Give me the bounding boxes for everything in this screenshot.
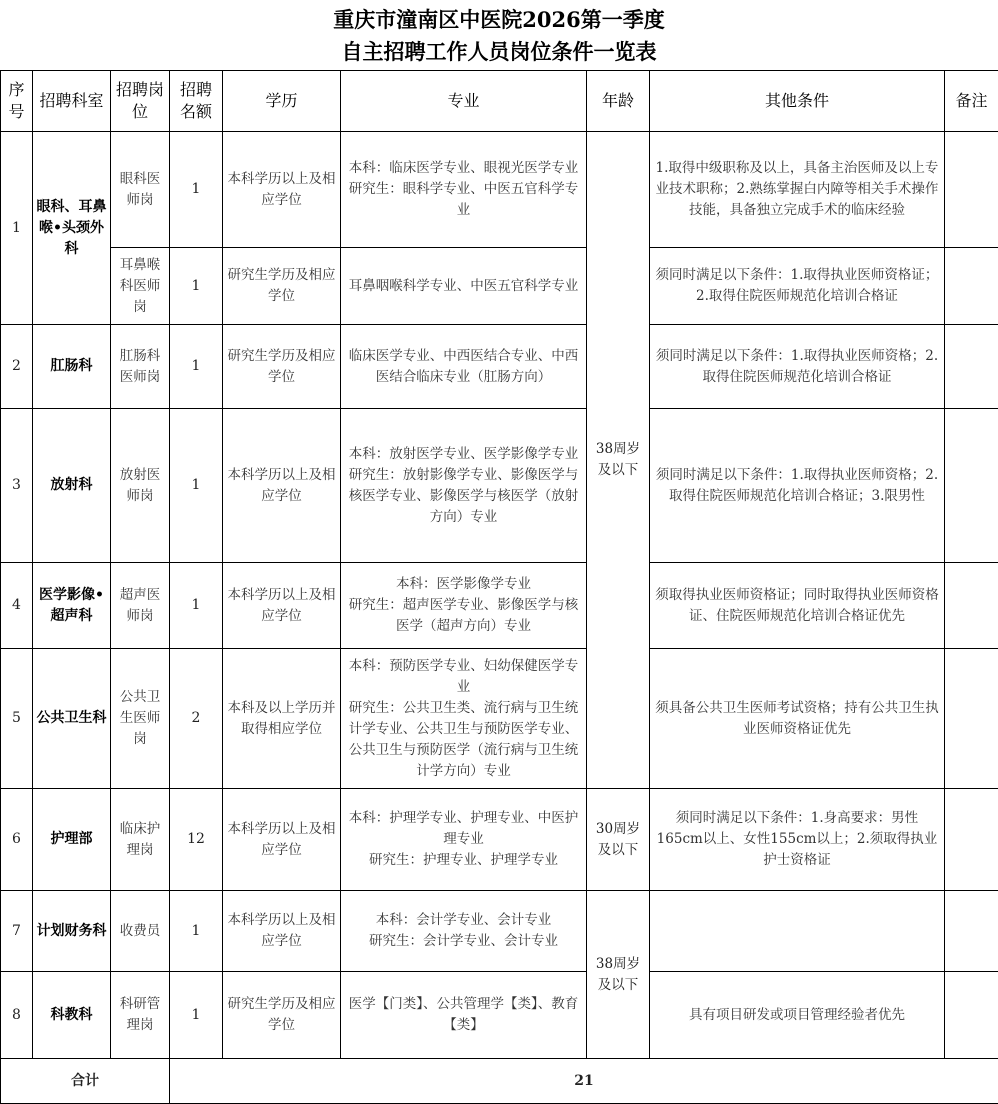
table-row (1, 325, 998, 409)
cell-quota: 1 (170, 972, 223, 1059)
table-row (1, 248, 998, 325)
cell-quota: 12 (170, 789, 223, 891)
table-row (1, 789, 998, 891)
cell-major: 本科：临床医学专业、眼视光医学专业 研究生：眼科学专业、中医五官科学专业 (341, 132, 587, 248)
cell-position: 眼科医师岗 (111, 132, 170, 248)
cell-position: 放射医师岗 (111, 409, 170, 563)
cell-seq: 2 (1, 325, 33, 409)
cell-other: 须同时满足以下条件：1.取得执业医师资格；2.取得住院医师规范化培训合格证；3.限男性 (650, 409, 945, 563)
cell-seq: 5 (1, 649, 33, 789)
header-dept: 招聘科室 (33, 71, 111, 132)
cell-education: 本科学历以上及相应学位 (223, 132, 341, 248)
cell-position: 科研管理岗 (111, 972, 170, 1059)
page-title (0, 0, 998, 70)
cell-seq: 8 (1, 972, 33, 1059)
positions-table (0, 70, 998, 1104)
cell-quota: 1 (170, 248, 223, 325)
cell-quota: 1 (170, 563, 223, 649)
header-row (1, 71, 998, 132)
cell-position: 耳鼻喉科医师岗 (111, 248, 170, 325)
cell-position: 公共卫生医师岗 (111, 649, 170, 789)
cell-other: 具有项目研发或项目管理经验者优先 (650, 972, 945, 1059)
cell-major: 本科：预防医学专业、妇幼保健医学专业 研究生：公共卫生类、流行病与卫生统计学专业、公共卫生与预防医学专业、公共卫生与预防医学（流行病与卫生统计学方向）专业 (341, 649, 587, 789)
cell-remark (945, 649, 998, 789)
cell-seq: 6 (1, 789, 33, 891)
header-education: 学历 (223, 71, 341, 132)
header-quota: 招聘名额 (170, 71, 223, 132)
cell-remark (945, 972, 998, 1059)
cell-quota: 1 (170, 325, 223, 409)
total-row (1, 1059, 998, 1104)
cell-education: 研究生学历及相应学位 (223, 972, 341, 1059)
header-major: 专业 (341, 71, 587, 132)
cell-other: 须具备公共卫生医师考试资格；持有公共卫生执业医师资格证优先 (650, 649, 945, 789)
cell-education: 研究生学历及相应学位 (223, 325, 341, 409)
table-row (1, 132, 998, 248)
cell-education: 本科学历以上及相应学位 (223, 789, 341, 891)
title-line-1: 重庆市潼南区中医院2026第一季度 (333, 7, 665, 32)
cell-age: 38周岁及以下 (587, 891, 650, 1059)
cell-quota: 1 (170, 891, 223, 972)
cell-education: 本科学历以上及相应学位 (223, 563, 341, 649)
cell-dept: 眼科、耳鼻喉•头颈外科 (33, 132, 111, 325)
cell-quota: 2 (170, 649, 223, 789)
cell-major: 医学【门类】、公共管理学【类】、教育【类】 (341, 972, 587, 1059)
total-label: 合计 (1, 1059, 170, 1104)
header-remark: 备注 (945, 71, 998, 132)
cell-age: 30周岁及以下 (587, 789, 650, 891)
cell-seq: 1 (1, 132, 33, 325)
cell-dept: 护理部 (33, 789, 111, 891)
cell-other: 须同时满足以下条件：1.取得执业医师资格证；2.取得住院医师规范化培训合格证 (650, 248, 945, 325)
cell-other: 1.取得中级职称及以上，具备主治医师及以上专业技术职称；2.熟练掌握白内障等相关手术操作技能，具备独立完成手术的临床经验 (650, 132, 945, 248)
cell-age: 38周岁及以下 (587, 132, 650, 789)
cell-dept: 公共卫生科 (33, 649, 111, 789)
cell-major: 本科：放射医学专业、医学影像学专业 研究生：放射影像学专业、影像医学与核医学专业、影像医学与核医学（放射方向）专业 (341, 409, 587, 563)
cell-remark (945, 325, 998, 409)
title-line-2: 自主招聘工作人员岗位条件一览表 (341, 39, 657, 64)
cell-quota: 1 (170, 132, 223, 248)
cell-major: 临床医学专业、中西医结合专业、中西医结合临床专业（肛肠方向） (341, 325, 587, 409)
table-row (1, 409, 998, 563)
cell-seq: 7 (1, 891, 33, 972)
cell-major: 耳鼻咽喉科学专业、中医五官科学专业 (341, 248, 587, 325)
cell-education: 本科及以上学历并取得相应学位 (223, 649, 341, 789)
total-value: 21 (170, 1059, 998, 1104)
header-position: 招聘岗位 (111, 71, 170, 132)
cell-remark (945, 248, 998, 325)
cell-dept: 肛肠科 (33, 325, 111, 409)
cell-seq: 3 (1, 409, 33, 563)
cell-remark (945, 132, 998, 248)
cell-position: 超声医师岗 (111, 563, 170, 649)
header-age: 年龄 (587, 71, 650, 132)
cell-dept: 放射科 (33, 409, 111, 563)
cell-position: 临床护理岗 (111, 789, 170, 891)
cell-remark (945, 891, 998, 972)
cell-education: 本科学历以上及相应学位 (223, 409, 341, 563)
table-row (1, 891, 998, 972)
cell-remark (945, 563, 998, 649)
cell-education: 研究生学历及相应学位 (223, 248, 341, 325)
cell-dept: 医学影像•超声科 (33, 563, 111, 649)
cell-remark (945, 789, 998, 891)
cell-dept: 科教科 (33, 972, 111, 1059)
header-other: 其他条件 (650, 71, 945, 132)
cell-seq: 4 (1, 563, 33, 649)
table-row (1, 649, 998, 789)
cell-other: 须同时满足以下条件：1.身高要求：男性165cm以上、女性155cm以上；2.须取得执业护士资格证 (650, 789, 945, 891)
header-seq: 序号 (1, 71, 33, 132)
cell-major: 本科：护理学专业、护理专业、中医护理专业 研究生：护理专业、护理学专业 (341, 789, 587, 891)
cell-position: 肛肠科医师岗 (111, 325, 170, 409)
table-row (1, 563, 998, 649)
cell-position: 收费员 (111, 891, 170, 972)
cell-major: 本科：会计学专业、会计专业 研究生：会计学专业、会计专业 (341, 891, 587, 972)
cell-education: 本科学历以上及相应学位 (223, 891, 341, 972)
cell-remark (945, 409, 998, 563)
cell-dept: 计划财务科 (33, 891, 111, 972)
cell-other (650, 891, 945, 972)
cell-major: 本科：医学影像学专业 研究生：超声医学专业、影像医学与核医学（超声方向）专业 (341, 563, 587, 649)
cell-other: 须同时满足以下条件：1.取得执业医师资格；2.取得住院医师规范化培训合格证 (650, 325, 945, 409)
cell-quota: 1 (170, 409, 223, 563)
table-row (1, 972, 998, 1059)
cell-other: 须取得执业医师资格证；同时取得执业医师资格证、住院医师规范化培训合格证优先 (650, 563, 945, 649)
